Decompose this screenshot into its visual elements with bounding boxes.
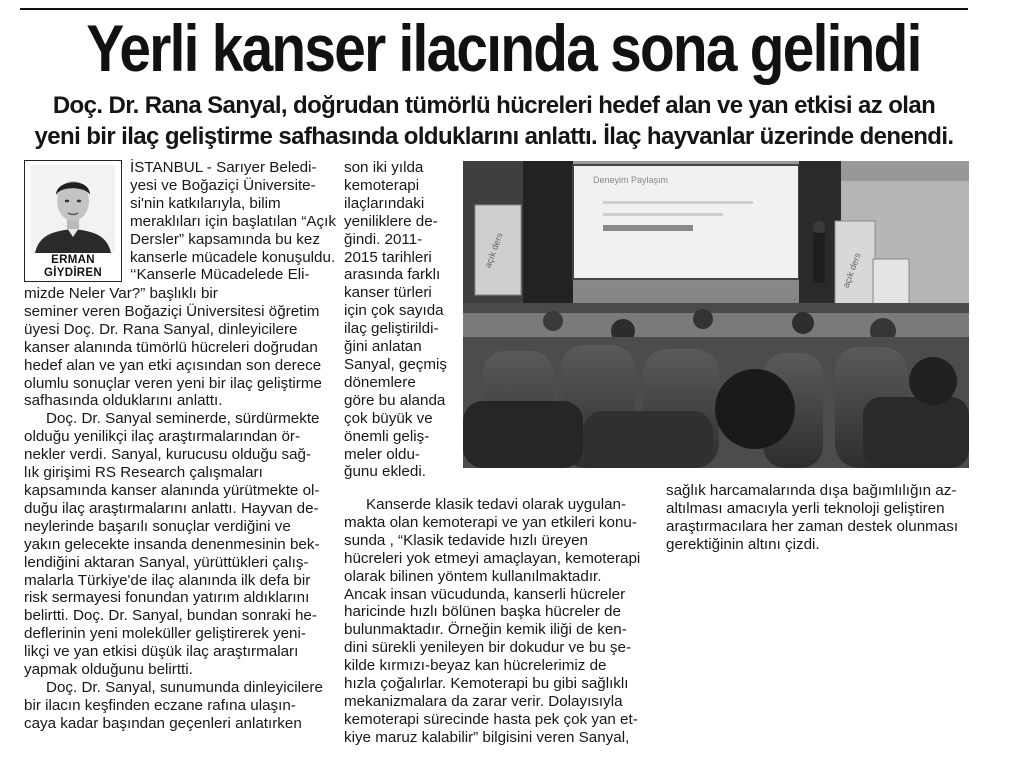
column-1 (24, 285, 330, 733)
text-line: mekanizmalara da zarar verir. Dolayısıyla (344, 692, 623, 710)
text-line: kilde kırmızı-beyaz kan hücrelerimiz de (344, 657, 607, 675)
text-line: olarak bilinen yöntem kullanılmaktadır. (344, 567, 602, 585)
text-line: safhasında olduklarını anlattı. (24, 392, 223, 410)
text-line: sunda , “Klasik tedavide hızlı üreyen (344, 531, 588, 549)
banner-text: açık ders (482, 231, 505, 270)
column-4 (666, 482, 972, 554)
text-line: önemli geliş- (344, 427, 430, 445)
text-line: gerektiğinin altını çizdi. (666, 535, 820, 553)
deck-line: yeni bir ilaç geliştirme safhasında olduklarını anlattı. İlaç hayvanlar üzerinde denendi. (34, 123, 954, 150)
column-2 (344, 159, 454, 481)
text-line: olduğu yenilikçi ilaç araştırmalarından ör- (24, 428, 301, 446)
text-line: yakın gelecekte insanda denenmesinin bek- (24, 535, 320, 553)
text-line: sağlık harcamalarında dışa bağımlılığın az- (666, 482, 957, 499)
text-line: Ancak insan vücudunda, kanserli hücreler (344, 585, 626, 603)
text-line: makta olan kemoterapi ve yan etkileri konu- (344, 513, 637, 531)
text-line: arasında farklı (344, 266, 441, 284)
text-line: kiye maruz kalabilir” bilgisini veren Sanyal, (344, 728, 630, 746)
text-line: kanser alanında tümörlü hücreleri doğrudan (24, 338, 318, 356)
seminar-photo-illustration (463, 161, 969, 468)
text-line: nekler verdi. Sanyal, kurucusu olduğu sağ- (24, 446, 312, 464)
text-line: ğindi. 2011- (344, 230, 423, 248)
text-line: ‘‘Kanserle Mücadelede Eli- (130, 266, 310, 284)
text-line: seminer veren Boğaziçi Üniversitesi öğretim (24, 302, 320, 320)
text-line: likçi ve yan etkisi düşük ilaç araştırmaları (24, 643, 299, 661)
text-line: deflerinin yeni moleküller geliştirerek yeni- (24, 625, 306, 643)
text-line: olumlu sonuçlar veren yeni bir ilaç geliştirme (24, 374, 322, 392)
author-first-name: ERMAN (51, 254, 95, 266)
text-line: için çok sayıda (344, 302, 444, 320)
text-line: ğunu ekledi. (344, 463, 426, 481)
text-line: ilaç geliştirildi- (344, 320, 439, 338)
text-line: dönemlere (344, 373, 416, 391)
text-line: ğini anlatan (344, 338, 422, 356)
text-line: si'nin katkılarıyla, bilim (130, 194, 281, 212)
seminar-photo (463, 161, 969, 468)
text-line: 2015 tarihleri (344, 248, 432, 266)
deck-line: Doç. Dr. Rana Sanyal, doğrudan tümörlü hücreleri hedef alan ve yan etkisi az olan (52, 92, 936, 119)
text-line: mizde Neler Var?” başlıklı bir (24, 285, 218, 302)
text-line: bulunmaktadır. Örneğin kemik iliği de ken- (344, 621, 627, 639)
text-line: haricinde hızlı bölünen başka hücreler de (344, 603, 621, 621)
text-line: duğu ilaç araştırmalarını anlattı. Hayvan de- (24, 499, 319, 517)
text-line: ilaçlarındaki (344, 194, 425, 212)
text-line: kemoterapi sürecinde hasta pek çok yan et- (344, 710, 638, 728)
text-line: altılması amacıyla yerli teknoloji geliştiren (666, 499, 945, 517)
text-line: yapmak olduğunu belirtti. (24, 661, 193, 679)
text-line: meler oldu- (344, 445, 420, 463)
text-line: İSTANBUL - Sarıyer Beledi- (130, 159, 317, 176)
text-line: hedef alan ve yan etki açısından son derece (24, 356, 322, 374)
text-line: dini sürekli yenileyen bir dokudur ve bu şe- (344, 639, 632, 657)
text-line: hızla çoğalırlar. Kemoterapi bu gibi sağlıklı (344, 675, 629, 693)
deck (18, 90, 970, 152)
text-line: göre bu alanda (344, 391, 446, 409)
text-line: yeniliklere de- (344, 212, 438, 230)
text-line: caya kadar başından geçenleri anlatırken (24, 714, 302, 732)
text-line: kanserle mücadele konuşuldu. (130, 248, 336, 266)
text-line: Kanserde klasik tedavi olarak uygulan- (366, 496, 627, 513)
column-1-top (130, 159, 336, 284)
text-line: hücreleri yok etmeyi amaçlayan, kemoterapi (344, 549, 641, 567)
text-line: risk sermayesi fonundan yatırım aldıklarını (24, 589, 310, 607)
text-line: kemoterapi (344, 176, 420, 194)
text-line: üyesi Doç. Dr. Rana Sanyal, dinleyicilere (24, 320, 298, 338)
author-photo (31, 165, 115, 253)
text-line: araştırmacılara her zaman destek olunması (666, 517, 959, 535)
text-line: neylerinde başarılı sonuçlar verdiğini ve (24, 517, 291, 535)
text-line: bir ilacın keşfinden eczane rafına ulaşın- (24, 696, 296, 714)
text-line: kapsamında kanser alanında yürütmekte ol- (24, 481, 320, 499)
column-3 (344, 496, 654, 747)
text-line: çok büyük ve (344, 409, 433, 427)
text-line: Doç. Dr. Sanyal, sunumunda dinleyicilere (46, 678, 323, 696)
slide-title: Deneyim Paylaşım (593, 175, 669, 185)
text-line: Doç. Dr. Sanyal seminerde, sürdürmekte (46, 410, 320, 428)
text-line: lendiğini aktaran Sanyal, yürüttükleri çalış- (24, 553, 309, 571)
text-line: Sanyal, geçmiş (344, 355, 447, 373)
text-line: Dersler” kapsamında bu kez (130, 230, 320, 248)
text-line: meraklıları için başlatılan “Açık (130, 212, 336, 230)
text-line: belirtti. Doç. Dr. Sanyal, bundan sonraki he- (24, 607, 317, 625)
text-line: yesi ve Boğaziçi Üniversite- (130, 176, 316, 194)
text-line: kanser türleri (344, 284, 432, 302)
author-box (24, 160, 122, 282)
banner-text: açık ders (840, 251, 863, 290)
top-rule (20, 8, 968, 10)
text-line: malarla Türkiye'de ilaç alanında ilk defa bir (24, 571, 311, 589)
headline: Yerli kanser ilacında sona gelindi (86, 11, 921, 85)
text-line: son iki yılda (344, 159, 424, 176)
text-line: lık girişimi RS Research çalışmaları (24, 464, 263, 482)
author-last-name: GİYDİREN (44, 267, 102, 279)
